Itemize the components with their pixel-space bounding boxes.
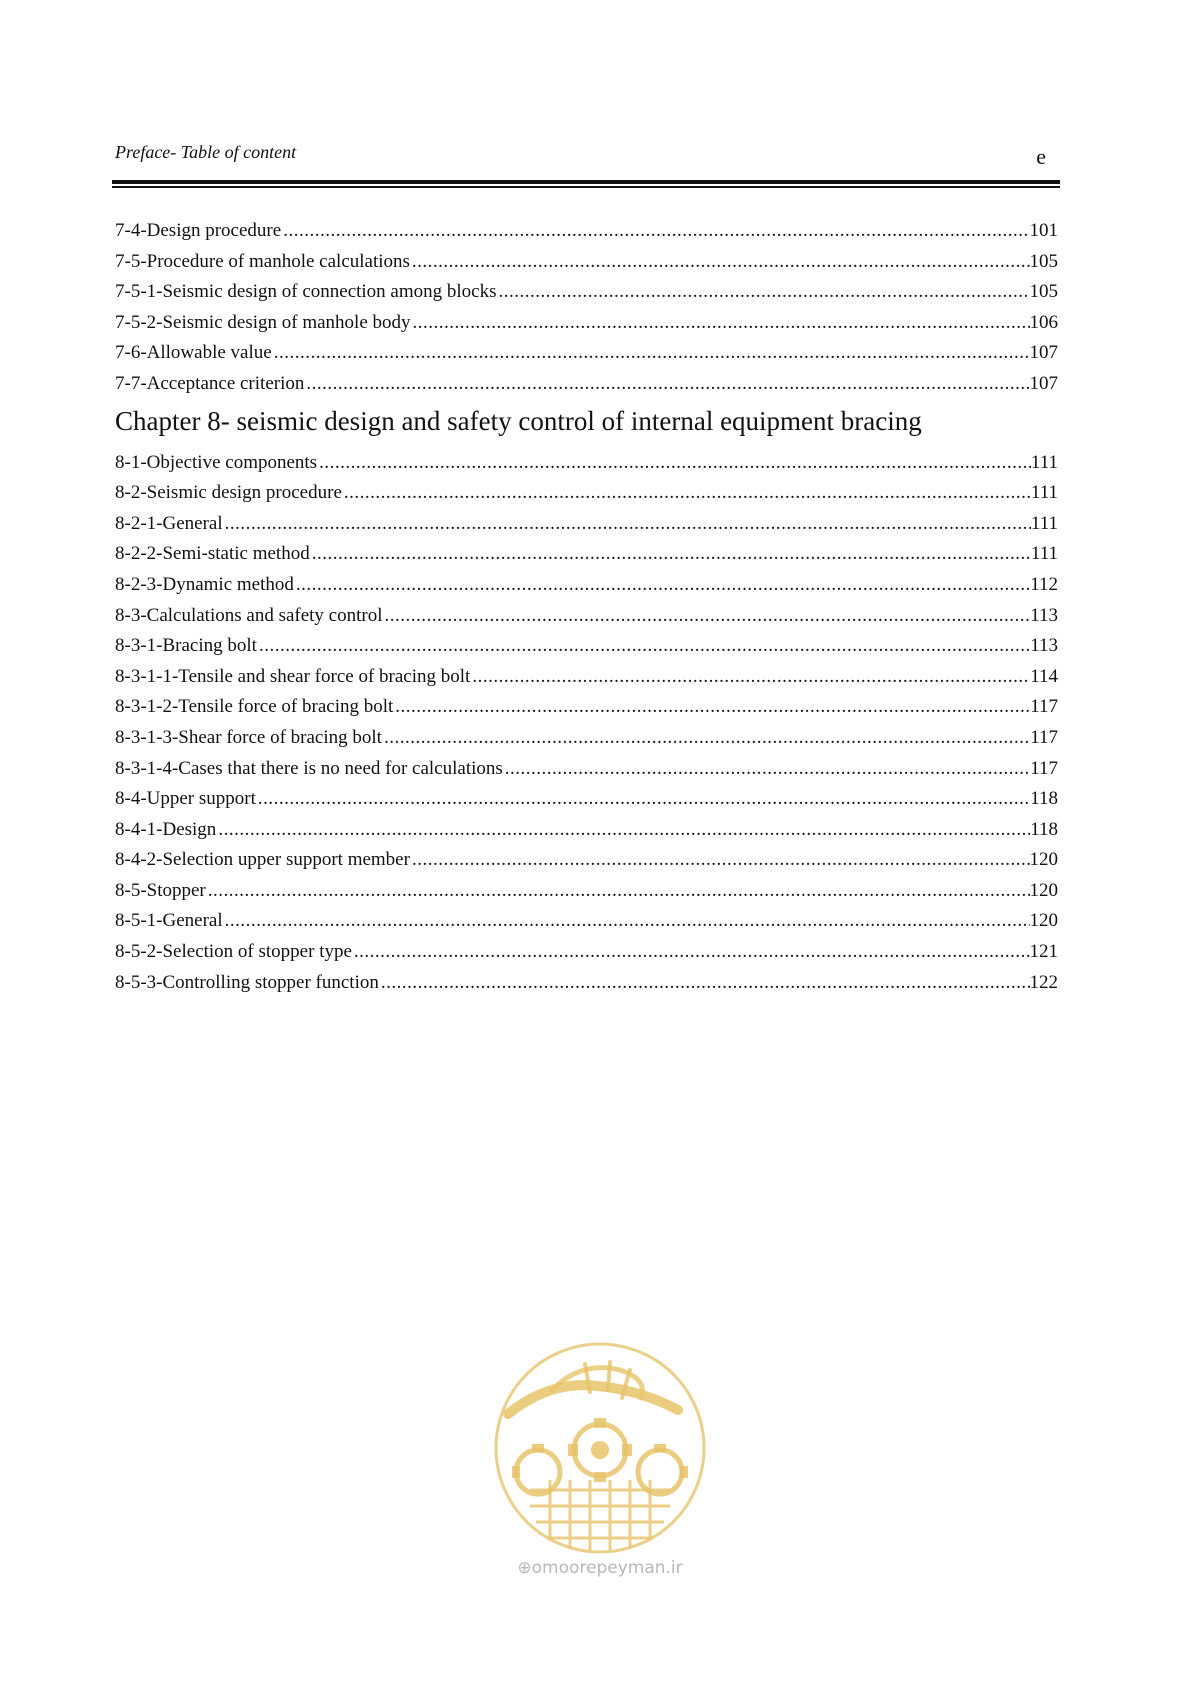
toc-dot-leader <box>412 845 1030 876</box>
header-rule-thick <box>112 180 1060 184</box>
toc-entry-page: 111 <box>1030 543 1058 565</box>
toc-entry <box>115 906 1058 937</box>
toc-entry-label: 7-7-Acceptance criterion <box>115 372 305 394</box>
toc-entry <box>115 631 1058 662</box>
toc-entry-label: 8-5-Stopper <box>115 879 206 901</box>
toc-entry-page: 101 <box>1029 220 1058 241</box>
toc-entry-page: 121 <box>1029 941 1058 963</box>
toc-entry-page: 111 <box>1030 482 1058 504</box>
toc-dot-leader <box>395 692 1030 723</box>
toc-dot-leader <box>385 601 1031 632</box>
toc-entry-page: 105 <box>1029 281 1058 303</box>
toc-entry <box>115 815 1058 846</box>
toc-entry-page: 111 <box>1030 512 1058 534</box>
toc-entry <box>115 509 1058 540</box>
watermark-site-text <box>490 1558 710 1578</box>
toc-entry-page: 114 <box>1030 665 1058 687</box>
toc-entry-label: 8-3-1-4-Cases that there is no need for calculations <box>115 757 503 779</box>
toc-dot-leader <box>225 906 1030 937</box>
toc-entry-label: 8-2-2-Semi-static method <box>115 543 310 565</box>
toc-entry <box>115 247 1058 278</box>
toc-entry <box>115 876 1058 907</box>
toc-dot-leader <box>218 815 1030 846</box>
toc-entry-label: 8-3-1-3-Shear force of bracing bolt <box>115 726 382 748</box>
toc-dot-leader <box>472 662 1030 693</box>
toc-entry-label: 7-5-2-Seismic design of manhole body <box>115 311 411 333</box>
toc-entry <box>115 784 1058 815</box>
toc-entry-page: 117 <box>1030 726 1058 748</box>
toc-entry-page: 113 <box>1030 635 1058 657</box>
toc-dot-leader <box>413 308 1030 339</box>
toc-entry-label: 8-2-1-General <box>115 512 223 534</box>
toc-entry-label: 8-3-1-1-Tensile and shear force of bracing bolt <box>115 665 471 687</box>
globe-icon: ⊕ <box>517 1558 532 1578</box>
toc-entry-page: 120 <box>1029 849 1058 871</box>
toc-entry-page: 117 <box>1030 757 1058 779</box>
toc-dot-leader <box>412 247 1030 278</box>
toc-entry <box>115 369 1058 400</box>
toc-entry-page: 107 <box>1029 342 1058 364</box>
toc-entry-label: 8-3-Calculations and safety control <box>115 604 383 626</box>
toc-entry-label: 8-2-3-Dynamic method <box>115 573 294 595</box>
toc-entry <box>115 723 1058 754</box>
page-number: e <box>1036 144 1046 169</box>
toc-entry-page: 111 <box>1030 451 1058 473</box>
toc-entry-label: 8-4-Upper support <box>115 788 256 810</box>
toc-dot-leader <box>296 570 1030 601</box>
watermark-seal-icon <box>490 1340 710 1558</box>
table-of-contents <box>115 216 1058 998</box>
toc-entry-label: 8-5-1-General <box>115 910 223 932</box>
toc-dot-leader <box>499 277 1030 308</box>
toc-entry <box>115 570 1058 601</box>
toc-entry-page: 120 <box>1029 879 1058 901</box>
toc-entry <box>115 968 1058 999</box>
toc-dot-leader <box>312 539 1031 570</box>
toc-entry-page: 105 <box>1029 250 1058 272</box>
toc-entry-label: 8-5-3-Controlling stopper function <box>115 971 379 993</box>
toc-dot-leader <box>319 448 1031 479</box>
toc-entry <box>115 308 1058 339</box>
toc-entry <box>115 478 1058 509</box>
toc-entry-page: 107 <box>1029 372 1058 394</box>
toc-section-chapter-7 <box>115 216 1058 400</box>
toc-dot-leader <box>274 338 1030 369</box>
toc-dot-leader <box>225 509 1031 540</box>
toc-entry <box>115 448 1058 479</box>
watermark-url: omoorepeyman.ir <box>531 1558 683 1578</box>
toc-entry-label: 7-5-1-Seismic design of connection among blocks <box>115 281 497 303</box>
toc-entry <box>115 754 1058 785</box>
toc-entry <box>115 662 1058 693</box>
toc-entry <box>115 601 1058 632</box>
toc-dot-leader <box>384 723 1030 754</box>
toc-dot-leader <box>306 369 1029 400</box>
toc-entry-label: 7-4-Design procedure <box>115 220 282 241</box>
toc-entry-label: 8-2-Seismic design procedure <box>115 482 342 504</box>
toc-entry <box>115 692 1058 723</box>
toc-entry <box>115 338 1058 369</box>
toc-entry-label: 8-4-1-Design <box>115 818 217 840</box>
toc-entry-page: 120 <box>1029 910 1058 932</box>
toc-dot-leader <box>505 754 1030 785</box>
watermark-logo <box>490 1340 710 1590</box>
toc-entry <box>115 845 1058 876</box>
toc-entry-label: 7-5-Procedure of manhole calculations <box>115 250 410 272</box>
toc-dot-leader <box>283 216 1029 247</box>
toc-entry-label: 7-6-Allowable value <box>115 342 272 364</box>
toc-entry-page: 117 <box>1030 696 1058 718</box>
toc-dot-leader <box>259 631 1030 662</box>
toc-dot-leader <box>354 937 1030 968</box>
header-rule-thin <box>112 186 1060 188</box>
toc-entry-label: 8-5-2-Selection of stopper type <box>115 941 352 963</box>
toc-entry-page: 118 <box>1030 788 1058 810</box>
toc-entry-page: 118 <box>1030 818 1058 840</box>
running-title: Preface- Table of content <box>115 142 297 162</box>
toc-dot-leader <box>344 478 1031 509</box>
toc-entry-label: 8-1-Objective components <box>115 451 318 473</box>
toc-entry-page: 122 <box>1029 971 1058 993</box>
toc-entry-label: 8-3-1-Bracing bolt <box>115 635 257 657</box>
toc-entry-label: 8-3-1-2-Tensile force of bracing bolt <box>115 696 394 718</box>
toc-entry <box>115 216 1058 247</box>
toc-entry-page: 112 <box>1030 573 1058 595</box>
toc-dot-leader <box>258 784 1030 815</box>
toc-entry-page: 113 <box>1030 604 1058 626</box>
toc-entry-page: 106 <box>1029 311 1058 333</box>
toc-entry <box>115 937 1058 968</box>
toc-entry <box>115 539 1058 570</box>
chapter-heading: Chapter 8- seismic design and safety control of internal equipment bracing <box>115 405 922 436</box>
toc-dot-leader <box>208 876 1030 907</box>
toc-section-chapter-8 <box>115 448 1058 999</box>
toc-dot-leader <box>381 968 1030 999</box>
page-header <box>115 142 1060 172</box>
toc-entry <box>115 277 1058 308</box>
toc-entry-label: 8-4-2-Selection upper support member <box>115 849 410 871</box>
